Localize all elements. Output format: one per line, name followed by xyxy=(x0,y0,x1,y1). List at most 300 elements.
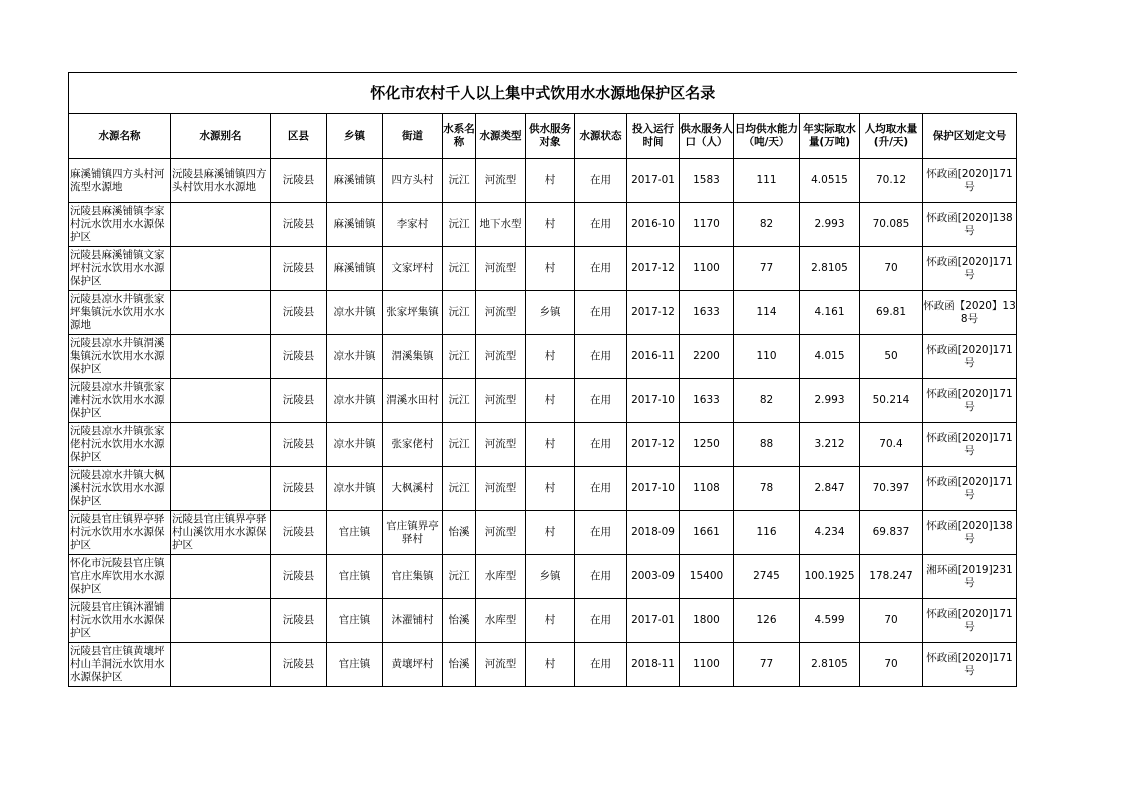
cell-text: 2018-09 xyxy=(631,526,675,538)
table-cell xyxy=(800,423,860,467)
column-header: 水源类型 xyxy=(476,114,526,159)
cell-text: 地下水型 xyxy=(479,218,522,230)
cell-text: 沅陵县凉水井镇张家佬村沅水饮用水水源保护区 xyxy=(70,425,165,463)
table-cell xyxy=(923,247,1017,291)
column-header: 水源状态 xyxy=(575,114,627,159)
cell-text: 村 xyxy=(544,218,556,230)
cell-text: 张家佬村 xyxy=(391,438,434,450)
cell-text: 麻溪铺镇四方头村河流型水源地 xyxy=(70,167,165,193)
table-cell xyxy=(680,159,734,203)
table-cell xyxy=(271,423,327,467)
cell-text: 4.599 xyxy=(814,614,845,626)
table-cell xyxy=(800,291,860,335)
cell-text: 1250 xyxy=(693,438,720,450)
cell-text: 70.085 xyxy=(872,218,910,230)
table-cell xyxy=(627,203,680,247)
table-cell xyxy=(923,291,1017,335)
table-cell xyxy=(734,291,800,335)
cell-text: 在用 xyxy=(590,350,611,362)
table-cell xyxy=(327,203,383,247)
table-row xyxy=(69,335,1017,379)
cell-text: 怡溪 xyxy=(448,526,470,538)
table-cell xyxy=(800,159,860,203)
table-cell xyxy=(860,467,923,511)
table-cell xyxy=(860,247,923,291)
table-cell xyxy=(526,247,575,291)
cell-text: 在用 xyxy=(590,438,611,450)
cell-text: 沅江 xyxy=(448,570,470,582)
column-header: 水源别名 xyxy=(171,114,271,159)
cell-text: 1633 xyxy=(693,394,720,406)
table-cell xyxy=(327,335,383,379)
table-cell xyxy=(171,599,271,643)
table-cell xyxy=(860,335,923,379)
table-cell xyxy=(443,379,476,423)
table-cell xyxy=(271,643,327,687)
table-cell xyxy=(575,247,627,291)
cell-text: 河流型 xyxy=(484,526,517,538)
cell-text: 沅陵县官庄镇界亭驿村沅水饮用水水源保护区 xyxy=(70,513,165,551)
cell-text: 怀政函[2020]171号 xyxy=(926,387,1013,413)
cell-text: 2017-01 xyxy=(631,614,675,626)
cell-text: 凉水井镇 xyxy=(333,482,376,494)
cell-text: 1633 xyxy=(693,306,720,318)
cell-text: 乡镇 xyxy=(539,306,561,318)
cell-text: 村 xyxy=(544,350,556,362)
table-cell xyxy=(800,467,860,511)
table-cell xyxy=(327,159,383,203)
table-cell xyxy=(383,599,443,643)
cell-text: 2016-10 xyxy=(631,218,675,230)
table-cell xyxy=(627,335,680,379)
cell-text: 河流型 xyxy=(484,350,517,362)
cell-text: 1100 xyxy=(693,658,720,670)
cell-text: 怡溪 xyxy=(448,614,470,626)
table-cell xyxy=(271,247,327,291)
table-cell xyxy=(383,467,443,511)
table-cell xyxy=(734,511,800,555)
cell-text: 在用 xyxy=(590,526,611,538)
cell-text: 凉水井镇 xyxy=(333,306,376,318)
table-cell xyxy=(271,335,327,379)
cell-text: 麻溪铺镇 xyxy=(333,218,376,230)
table-cell xyxy=(680,247,734,291)
cell-text: 水库型 xyxy=(484,570,517,582)
table-cell xyxy=(860,643,923,687)
cell-text: 1661 xyxy=(693,526,720,538)
table-cell xyxy=(680,203,734,247)
table-cell xyxy=(443,643,476,687)
table-cell xyxy=(680,511,734,555)
cell-text: 在用 xyxy=(590,614,611,626)
table-cell xyxy=(860,599,923,643)
table-cell xyxy=(383,203,443,247)
table-cell xyxy=(800,599,860,643)
table-cell xyxy=(734,379,800,423)
table-cell xyxy=(923,379,1017,423)
table-cell xyxy=(476,203,526,247)
table-cell xyxy=(69,555,171,599)
cell-text: 沅陵县 xyxy=(282,438,315,450)
header-row xyxy=(69,114,1017,159)
column-header: 投入运行时间 xyxy=(627,114,680,159)
table-cell xyxy=(734,247,800,291)
cell-text: 2.993 xyxy=(814,394,845,406)
cell-text: 82 xyxy=(759,218,774,230)
table-cell xyxy=(734,159,800,203)
cell-text: 沅陵县凉水井镇大枫溪村沅水饮用水水源保护区 xyxy=(70,469,165,507)
table-cell xyxy=(627,159,680,203)
table-cell xyxy=(327,247,383,291)
table-cell xyxy=(327,643,383,687)
cell-text: 15400 xyxy=(689,570,724,582)
cell-text: 沅江 xyxy=(448,394,470,406)
cell-text: 沅陵县 xyxy=(282,218,315,230)
table-cell xyxy=(734,335,800,379)
column-header: 水源名称 xyxy=(69,114,171,159)
table-cell xyxy=(627,643,680,687)
cell-text: 沅陵县官庄镇沐濯铺村沅水饮用水水源保护区 xyxy=(70,601,165,639)
table-cell xyxy=(476,467,526,511)
cell-text: 沐濯铺村 xyxy=(391,614,434,626)
cell-text: 村 xyxy=(544,482,556,494)
cell-text: 河流型 xyxy=(484,658,517,670)
table-cell xyxy=(734,203,800,247)
cell-text: 沅陵县麻溪铺镇四方头村饮用水水源地 xyxy=(172,167,267,193)
spreadsheet xyxy=(68,72,1017,687)
cell-text: 114 xyxy=(756,306,777,318)
cell-text: 沅江 xyxy=(448,174,470,186)
table-cell xyxy=(680,467,734,511)
cell-text: 凉水井镇 xyxy=(333,394,376,406)
cell-text: 2017-10 xyxy=(631,482,675,494)
cell-text: 在用 xyxy=(590,394,611,406)
table-cell xyxy=(575,291,627,335)
cell-text: 麻溪铺镇 xyxy=(333,262,376,274)
table-cell xyxy=(860,379,923,423)
cell-text: 2016-11 xyxy=(631,350,675,362)
table-cell xyxy=(680,379,734,423)
table-cell xyxy=(443,335,476,379)
cell-text: 村 xyxy=(544,526,556,538)
table-cell xyxy=(443,555,476,599)
cell-text: 2.8105 xyxy=(811,262,848,274)
cell-text: 官庄集镇 xyxy=(391,570,434,582)
cell-text: 1108 xyxy=(693,482,720,494)
cell-text: 怀政函[2020]171号 xyxy=(926,607,1013,633)
table-cell xyxy=(271,555,327,599)
cell-text: 70.12 xyxy=(875,174,907,186)
table-cell xyxy=(171,423,271,467)
cell-text: 河流型 xyxy=(484,438,517,450)
cell-text: 4.015 xyxy=(814,350,845,362)
table-cell xyxy=(383,423,443,467)
cell-text: 在用 xyxy=(590,658,611,670)
cell-text: 凉水井镇 xyxy=(333,438,376,450)
column-header: 乡镇 xyxy=(327,114,383,159)
table-cell xyxy=(476,335,526,379)
table-cell xyxy=(443,511,476,555)
cell-text: 在用 xyxy=(590,482,611,494)
cell-text: 怀政函[2020]171号 xyxy=(926,651,1013,677)
cell-text: 怀政函[2020]138号 xyxy=(926,211,1013,237)
cell-text: 70 xyxy=(884,262,898,274)
table-cell xyxy=(526,555,575,599)
cell-text: 4.234 xyxy=(814,526,845,538)
cell-text: 2.8105 xyxy=(811,658,848,670)
table-cell xyxy=(800,379,860,423)
cell-text: 怀化市沅陵县官庄镇官庄水库饮用水水源保护区 xyxy=(70,557,165,595)
column-header: 年实际取水量(万吨) xyxy=(800,114,860,159)
table-cell xyxy=(271,291,327,335)
table-cell xyxy=(69,467,171,511)
table-cell xyxy=(171,511,271,555)
cell-text: 1170 xyxy=(693,218,720,230)
cell-text: 沅陵县 xyxy=(282,526,315,538)
cell-text: 沅陵县 xyxy=(282,614,315,626)
table-cell xyxy=(627,511,680,555)
table-cell xyxy=(476,643,526,687)
table-row xyxy=(69,511,1017,555)
table-cell xyxy=(327,599,383,643)
table-cell xyxy=(69,423,171,467)
table-row xyxy=(69,423,1017,467)
cell-text: 69.837 xyxy=(872,526,910,538)
cell-text: 70.397 xyxy=(872,482,910,494)
cell-text: 湘环函[2019]231号 xyxy=(926,563,1013,589)
cell-text: 凉水井镇 xyxy=(333,350,376,362)
table-cell xyxy=(443,247,476,291)
table-cell xyxy=(923,159,1017,203)
table-cell xyxy=(271,379,327,423)
table-cell xyxy=(734,555,800,599)
table-cell xyxy=(734,467,800,511)
table-cell xyxy=(680,599,734,643)
table-cell xyxy=(800,643,860,687)
table-row xyxy=(69,379,1017,423)
cell-text: 河流型 xyxy=(484,482,517,494)
cell-text: 1583 xyxy=(693,174,720,186)
table-cell xyxy=(69,599,171,643)
column-header: 街道 xyxy=(383,114,443,159)
cell-text: 82 xyxy=(759,394,774,406)
table-cell xyxy=(443,599,476,643)
cell-text: 文家坪村 xyxy=(391,262,434,274)
cell-text: 2017-10 xyxy=(631,394,675,406)
cell-text: 2003-09 xyxy=(631,570,675,582)
column-header: 供水服务对象 xyxy=(526,114,575,159)
table-cell xyxy=(526,423,575,467)
cell-text: 沅陵县官庄镇界亭驿村山溪饮用水水源保护区 xyxy=(172,513,267,551)
table-cell xyxy=(923,423,1017,467)
table-cell xyxy=(171,159,271,203)
cell-text: 沅陵县 xyxy=(282,262,315,274)
cell-text: 4.0515 xyxy=(811,174,848,186)
cell-text: 沅江 xyxy=(448,306,470,318)
cell-text: 沅陵县官庄镇黄壤坪村山羊洞沅水饮用水水源保护区 xyxy=(70,645,165,683)
cell-text: 村 xyxy=(544,438,556,450)
table-cell xyxy=(171,555,271,599)
cell-text: 70.4 xyxy=(879,438,903,450)
table-cell xyxy=(271,159,327,203)
cell-text: 大枫溪村 xyxy=(391,482,434,494)
table-cell xyxy=(69,247,171,291)
cell-text: 2017-12 xyxy=(631,438,675,450)
table-cell xyxy=(680,335,734,379)
table-cell xyxy=(800,555,860,599)
cell-text: 村 xyxy=(544,262,556,274)
column-header: 保护区划定文号 xyxy=(923,114,1017,159)
table-cell xyxy=(383,291,443,335)
cell-text: 张家坪集镇 xyxy=(386,306,439,318)
cell-text: 在用 xyxy=(590,174,611,186)
table-cell xyxy=(69,511,171,555)
cell-text: 沅陵县 xyxy=(282,350,315,362)
table-row xyxy=(69,467,1017,511)
cell-text: 沅陵县 xyxy=(282,306,315,318)
cell-text: 1100 xyxy=(693,262,720,274)
table-cell xyxy=(734,599,800,643)
cell-text: 2.847 xyxy=(814,482,845,494)
column-header: 区县 xyxy=(271,114,327,159)
cell-text: 1800 xyxy=(693,614,720,626)
cell-text: 河流型 xyxy=(484,306,517,318)
table-cell xyxy=(327,555,383,599)
table-cell xyxy=(923,643,1017,687)
cell-text: 怀政函【2020】138号 xyxy=(923,299,1016,325)
cell-text: 111 xyxy=(756,174,777,186)
cell-text: 2745 xyxy=(753,570,780,582)
table-cell xyxy=(327,291,383,335)
title-row xyxy=(69,73,1017,114)
table-cell xyxy=(383,379,443,423)
cell-text: 在用 xyxy=(590,570,611,582)
cell-text: 沅江 xyxy=(448,218,470,230)
cell-text: 在用 xyxy=(590,306,611,318)
table-cell xyxy=(627,247,680,291)
table-row xyxy=(69,643,1017,687)
table-cell xyxy=(69,335,171,379)
table-cell xyxy=(443,423,476,467)
cell-text: 70 xyxy=(884,614,898,626)
cell-text: 怀政函[2020]138号 xyxy=(926,519,1013,545)
table-cell xyxy=(271,599,327,643)
cell-text: 沅陵县 xyxy=(282,570,315,582)
cell-text: 麻溪铺镇 xyxy=(333,174,376,186)
cell-text: 178.247 xyxy=(869,570,913,582)
column-header: 供水服务人口（人） xyxy=(680,114,734,159)
table-cell xyxy=(860,203,923,247)
table-cell xyxy=(69,291,171,335)
table-cell xyxy=(383,555,443,599)
table-cell xyxy=(476,247,526,291)
table-cell xyxy=(860,291,923,335)
table-cell xyxy=(526,379,575,423)
cell-text: 77 xyxy=(759,658,774,670)
table-cell xyxy=(443,203,476,247)
table-cell xyxy=(575,599,627,643)
cell-text: 怀政函[2020]171号 xyxy=(926,431,1013,457)
table-cell xyxy=(171,643,271,687)
cell-text: 116 xyxy=(756,526,777,538)
table-cell xyxy=(923,335,1017,379)
cell-text: 村 xyxy=(544,174,556,186)
cell-text: 渭溪集镇 xyxy=(391,350,434,362)
cell-text: 沅陵县 xyxy=(282,394,315,406)
table-row xyxy=(69,247,1017,291)
column-header: 人均取水量(升/天) xyxy=(860,114,923,159)
table-cell xyxy=(575,555,627,599)
cell-text: 70 xyxy=(884,658,898,670)
cell-text: 渭溪水田村 xyxy=(386,394,439,406)
table-cell xyxy=(800,247,860,291)
cell-text: 在用 xyxy=(590,218,611,230)
table-cell xyxy=(69,159,171,203)
cell-text: 乡镇 xyxy=(539,570,561,582)
table-cell xyxy=(734,643,800,687)
table-cell xyxy=(271,467,327,511)
column-header: 日均供水能力（吨/天） xyxy=(734,114,800,159)
table-cell xyxy=(476,291,526,335)
table-cell xyxy=(271,203,327,247)
cell-text: 沅陵县凉水井镇张家滩村沅水饮用水水源保护区 xyxy=(70,381,165,419)
cell-text: 李家村 xyxy=(396,218,429,230)
table-cell xyxy=(800,511,860,555)
cell-text: 沅陵县凉水井镇渭溪集镇沅水饮用水水源保护区 xyxy=(70,337,165,375)
table-cell xyxy=(443,291,476,335)
table-cell xyxy=(383,247,443,291)
table-cell xyxy=(923,555,1017,599)
cell-text: 3.212 xyxy=(814,438,845,450)
table-cell xyxy=(627,291,680,335)
table-cell xyxy=(575,159,627,203)
cell-text: 4.161 xyxy=(814,306,845,318)
cell-text: 2017-01 xyxy=(631,174,675,186)
cell-text: 怀政函[2020]171号 xyxy=(926,255,1013,281)
table-cell xyxy=(171,291,271,335)
table-cell xyxy=(476,599,526,643)
cell-text: 水库型 xyxy=(484,614,517,626)
cell-text: 官庄镇界亭驿村 xyxy=(386,519,439,545)
cell-text: 村 xyxy=(544,394,556,406)
column-header: 水系名称 xyxy=(443,114,476,159)
table-cell xyxy=(526,511,575,555)
cell-text: 110 xyxy=(756,350,777,362)
table-cell xyxy=(923,599,1017,643)
table-cell xyxy=(526,467,575,511)
cell-text: 126 xyxy=(756,614,777,626)
table-cell xyxy=(443,159,476,203)
table-cell xyxy=(271,511,327,555)
cell-text: 官庄镇 xyxy=(338,570,371,582)
table-cell xyxy=(575,335,627,379)
cell-text: 2017-12 xyxy=(631,306,675,318)
cell-text: 78 xyxy=(759,482,774,494)
cell-text: 2018-11 xyxy=(631,658,675,670)
table-cell xyxy=(383,511,443,555)
table-cell xyxy=(575,467,627,511)
cell-text: 河流型 xyxy=(484,174,517,186)
table-cell xyxy=(171,467,271,511)
table-cell xyxy=(526,643,575,687)
table-cell xyxy=(575,203,627,247)
table-cell xyxy=(476,555,526,599)
cell-text: 2.993 xyxy=(814,218,845,230)
cell-text: 村 xyxy=(544,614,556,626)
table-cell xyxy=(627,423,680,467)
cell-text: 77 xyxy=(759,262,774,274)
table-cell xyxy=(800,203,860,247)
